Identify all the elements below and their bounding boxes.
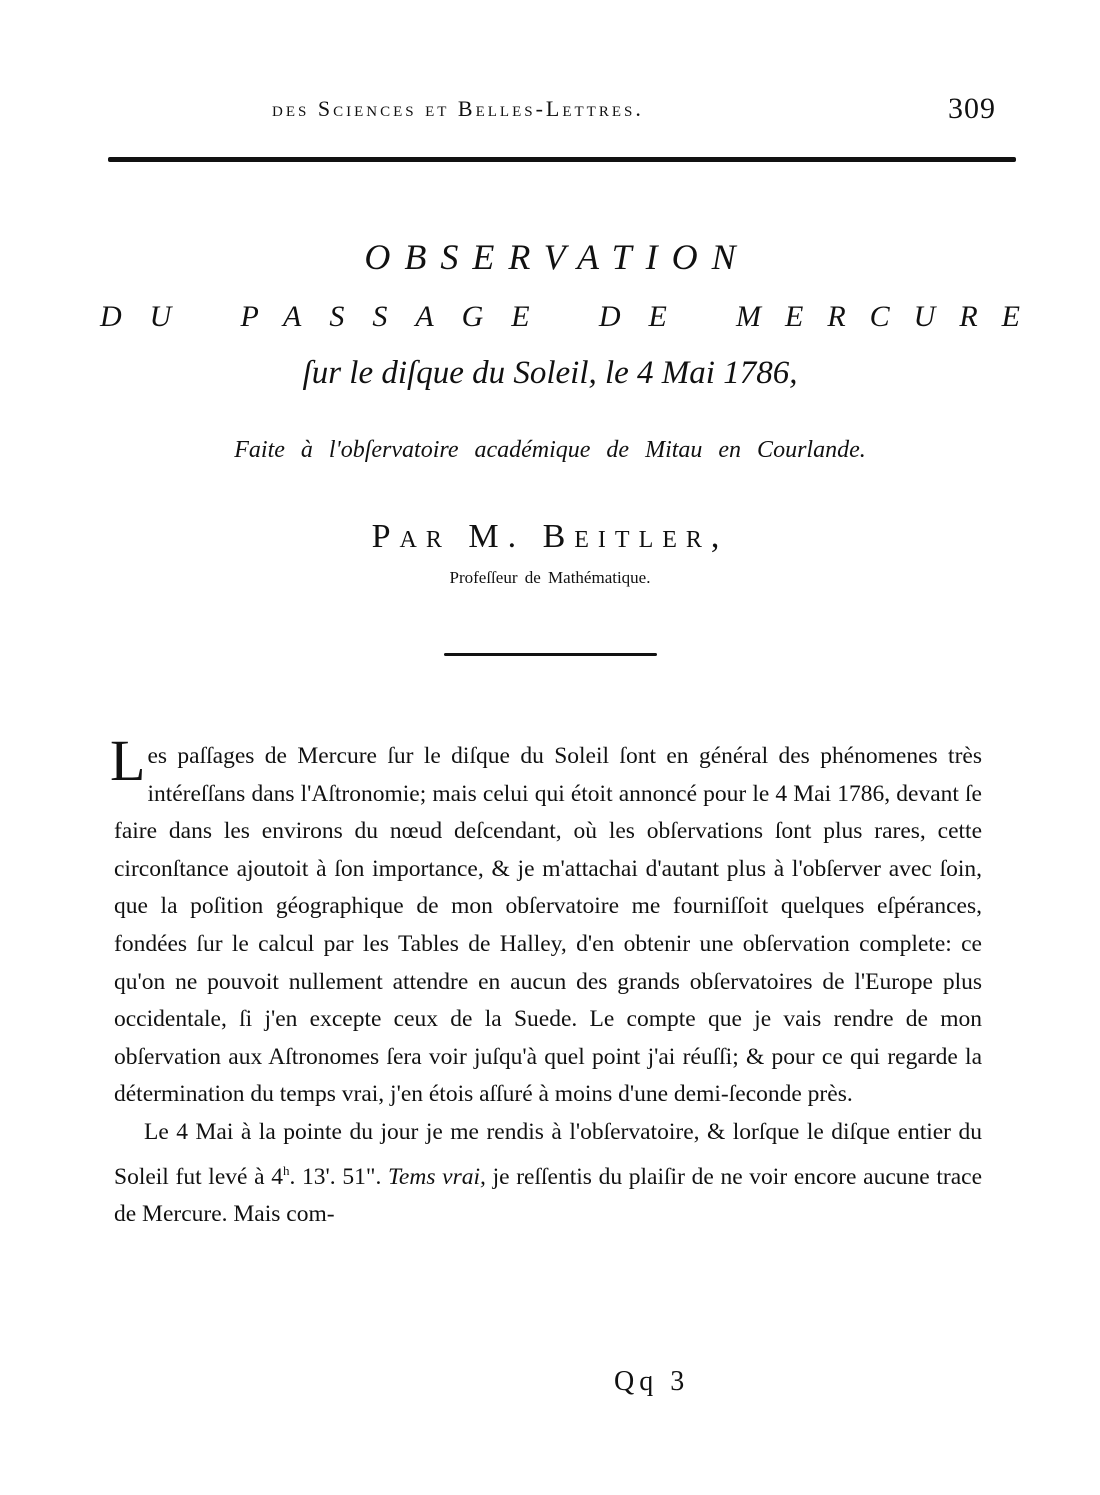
paragraph-2-text-before: Le 4 Mai à la pointe du jour je me rendis à l'obſervatoire, & lorſque le diſque entier du Soleil fut levé à 4: [114, 1118, 982, 1190]
time-rest: . 13'. 51".: [289, 1163, 382, 1190]
article-title: OBSERVATION: [364, 237, 750, 277]
page-number: 309: [948, 92, 996, 125]
time-hours-superscript: h: [283, 1162, 290, 1178]
paragraph-1-text: es paſſages de Mercure ſur le diſque du Soleil ſont en général des phénomenes très intéreſſans dans l'Aſtronomie; mais celui qui étoit annoncé pour le 4 Mai 1786, devant ſe faire dans les environs du nœud deſcendant, où les obſervations ſont plus rares, cette circonſtance ajoutoit à ſon importance, & je m'attachai d'autant plus à l'obſerver avec ſoin, que la poſition géographique de mon obſervatoire me fourniſſoit quelques eſpérances, fondées ſur le calcul par les Tables de Halley, d'en obtenir une obſervation complete: ce qu'on ne pouvoit nullement attendre en aucun des grands obſervatoires de l'Europe plus occidentale, ſi j'en excepte ceux de la Suede. Le compte que je vais rendre de mon obſervation aux Aſtronomes ſera voir juſqu'à quel point j'ai réuſſi; & pour ce qui regarde la détermination du temps vrai, j'en étois aſſuré à moins d'une demi-ſeconde près.: [114, 743, 982, 1108]
running-head-title: des Sciences et Belles-Lettres.: [272, 96, 644, 121]
subtitle-word: DE: [598, 300, 695, 333]
article-subtitle: [100, 300, 1044, 334]
subtitle-word: MERCURE: [736, 300, 1044, 333]
title-date-line: ſur le diſque du Soleil, le 4 Mai 1786,: [302, 355, 798, 391]
author-title: Profeſſeur de Mathématique.: [449, 568, 651, 587]
place-line: Faite à l'obſervatoire académique de Mitau en Courlande.: [234, 437, 866, 463]
header-rule: [108, 157, 1016, 162]
subtitle-word: PASSAGE: [240, 300, 558, 333]
paragraph-2: [114, 1114, 982, 1234]
italic-phrase: Tems vrai,: [388, 1163, 486, 1190]
paragraph-1: [110, 728, 982, 1114]
author-byline: Par M. Beitler,: [371, 518, 729, 555]
subtitle-word: DU: [100, 300, 200, 333]
drop-cap: L: [110, 728, 146, 793]
section-rule: [444, 653, 657, 656]
signature-mark: Qq 3: [614, 1366, 690, 1397]
article-body: [110, 728, 983, 1234]
paragraph-2-text-after: je reſſentis du plaiſir de ne voir encore aucune trace de Mercure. Mais com-: [114, 1163, 983, 1227]
